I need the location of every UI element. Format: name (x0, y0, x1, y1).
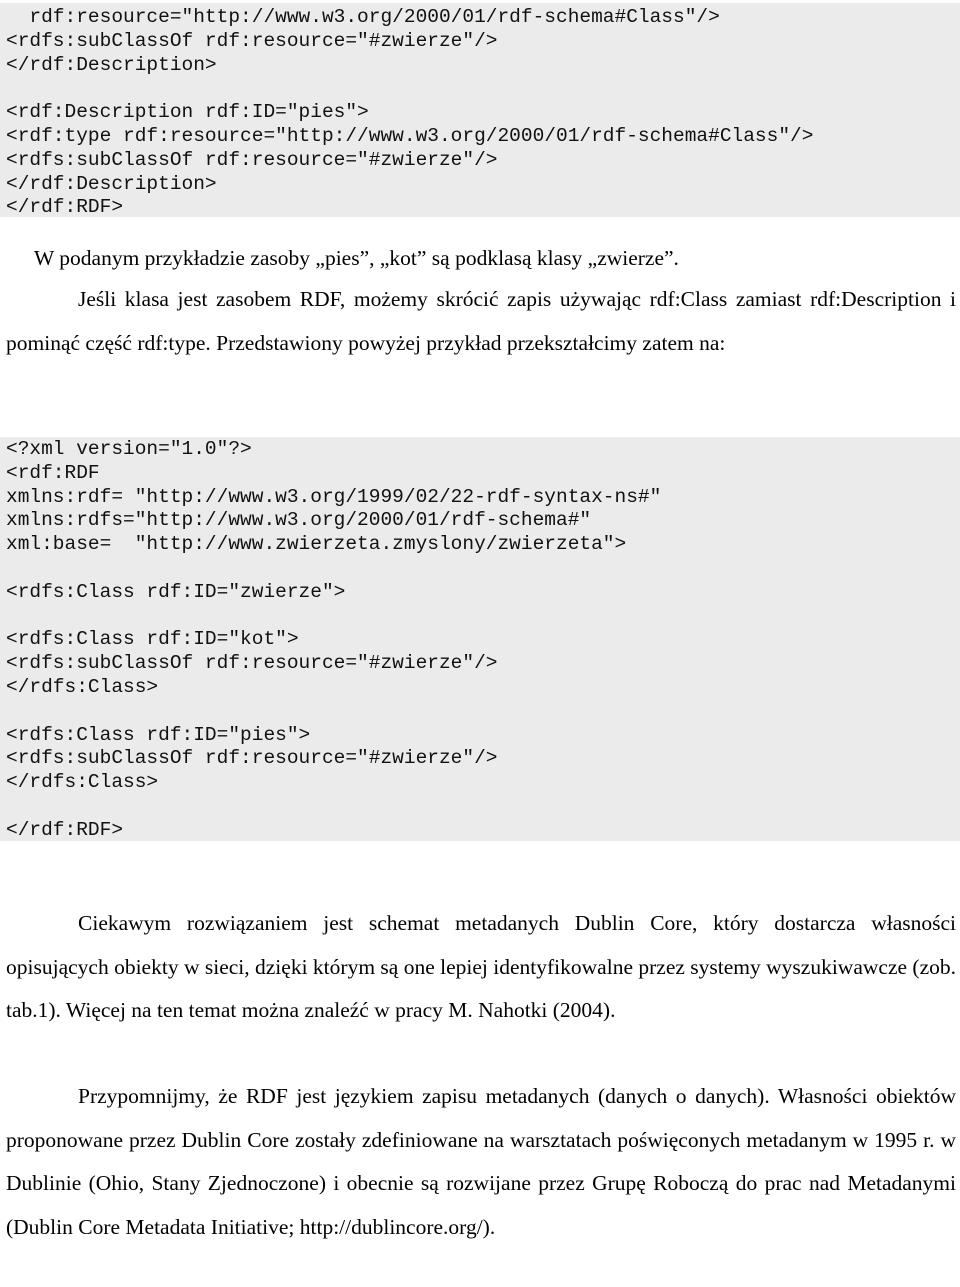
text-paragraph-dublin-core (6, 902, 956, 1033)
code-line: <rdf:RDF (6, 461, 100, 484)
code-line: xml:base= "http://www.zwierzeta.zmyslony/zwierzeta"> (6, 533, 627, 556)
code-line: </rdf:Description> (6, 53, 217, 76)
paragraph-dublin-core-intro: Ciekawym rozwiązaniem jest schemat metadanych Dublin Core, który dostarcza własności opisujących obiekty w sieci, dzięki którym są one lepiej identyfikowalne przez systemy wyszukiwawcze (zob. tab.1). Więcej na ten temat można znaleźć w pracy M. Nahotki (2004). (6, 911, 956, 1022)
code-blank-line (6, 557, 960, 581)
text-paragraph-example-note (6, 236, 956, 280)
code-block-rdf-description (0, 3, 960, 217)
code-block-rdfs-class (0, 437, 960, 841)
code-line: </rdf:Description> (6, 172, 217, 195)
code-line: <rdfs:Class rdf:ID="kot"> (6, 628, 299, 651)
code-blank-line (6, 700, 960, 724)
code-line: <rdf:Description rdf:ID="pies"> (6, 101, 369, 124)
paragraph-rdf-class-shortcut: Jeśli klasa jest zasobem RDF, możemy skrócić zapis używając rdf:Class zamiast rdf:Description i pominąć część rdf:type. Przedstawiony powyżej przykład przekształcimy zatem na: (6, 287, 956, 355)
code-line: </rdf:RDF> (6, 196, 124, 219)
code-blank-line (6, 77, 960, 101)
code-line: xmlns:rdf= "http://www.w3.org/1999/02/22-rdf-syntax-ns#" (6, 485, 662, 508)
code-blank-line (6, 795, 960, 819)
paragraph-dublin-core-history: Przypomnijmy, że RDF jest językiem zapisu metadanych (danych o danych). Własności obiektów proponowane przez Dublin Core zostały zdefiniowane na warsztatach poświęconych metadanym w 1995 r. w Dublinie (Ohio, Stany Zjednoczone) i obecnie są rozwijane przez Grupę Roboczą do prac nad Metadanymi (Dublin Core Metadata Initiative; http://dublincore.org/). (6, 1084, 956, 1239)
code-line: </rdfs:Class> (6, 771, 159, 794)
code-line: <rdfs:Class rdf:ID="pies"> (6, 723, 311, 746)
code-line: </rdf:RDF> (6, 818, 124, 841)
code-line: <?xml version="1.0"?> (6, 438, 252, 460)
text-paragraph-class-shortcut (6, 277, 956, 365)
code-blank-line (6, 605, 960, 629)
code-line: <rdfs:Class rdf:ID="zwierze"> (6, 580, 346, 603)
code-line: <rdf:type rdf:resource="http://www.w3.org/2000/01/rdf-schema#Class"/> (6, 124, 814, 147)
paragraph-subclass-example: W podanym przykładzie zasoby „pies”, „kot” są podklasą klasy „zwierze”. (34, 246, 679, 270)
code-line: <rdfs:subClassOf rdf:resource="#zwierze"/> (6, 747, 498, 770)
code-line: <rdfs:subClassOf rdf:resource="#zwierze"/> (6, 652, 498, 675)
code-line: rdf:resource="http://www.w3.org/2000/01/rdf-schema#Class"/> (6, 6, 720, 28)
code-line: </rdfs:Class> (6, 675, 159, 698)
text-paragraph-rdf-recap (6, 1075, 956, 1249)
code-line: <rdfs:subClassOf rdf:resource="#zwierze"/> (6, 148, 498, 171)
code-line: <rdfs:subClassOf rdf:resource="#zwierze"/> (6, 29, 498, 52)
code-line: xmlns:rdfs="http://www.w3.org/2000/01/rdf-schema#" (6, 509, 592, 532)
